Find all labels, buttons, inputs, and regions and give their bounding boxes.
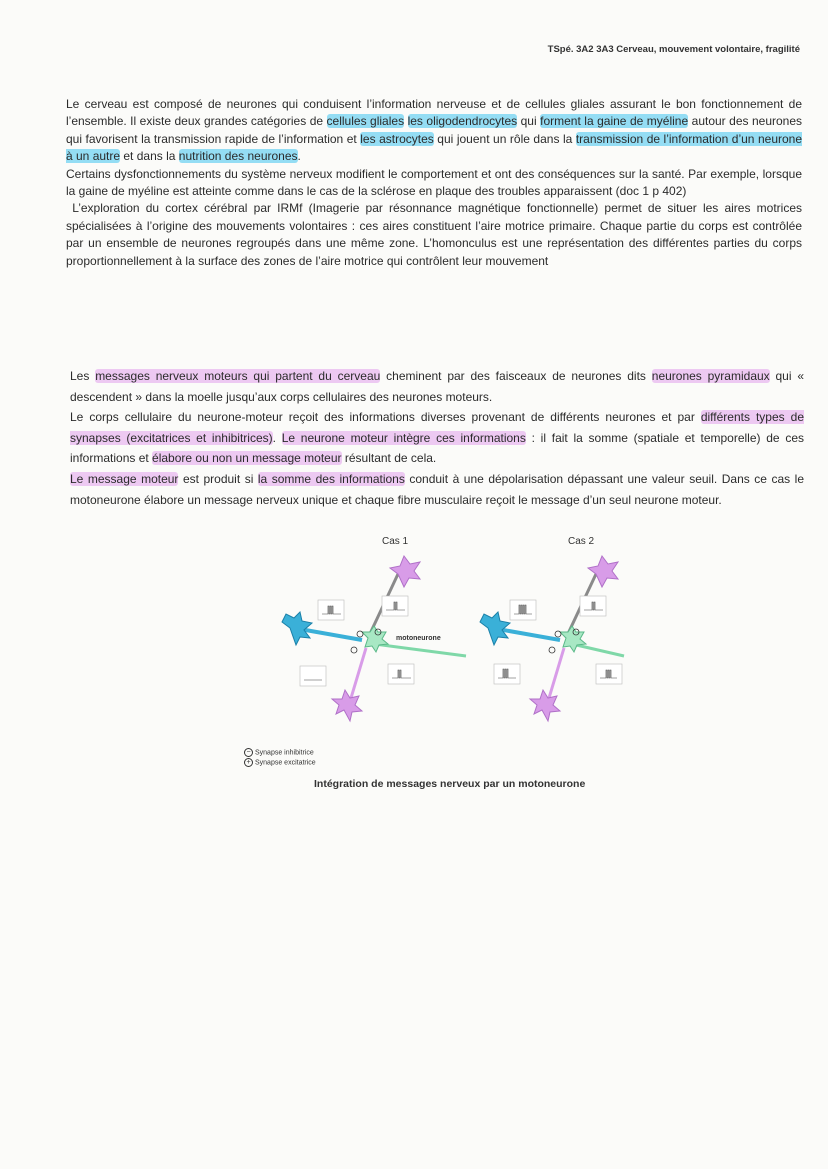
- synapse-icon: [357, 631, 363, 637]
- highlight: différents types de synapses (excitatrices et inhibitrices): [70, 410, 805, 445]
- highlight: la somme des informations: [257, 471, 405, 486]
- recording-box: [300, 666, 326, 686]
- diagram-cas-1: [282, 556, 466, 721]
- synapse-icon: [351, 647, 357, 653]
- highlight: messages nerveux moteurs qui partent du cerveau: [95, 369, 381, 383]
- minus-symbol-icon: −: [244, 748, 253, 757]
- page-header: TSpé. 3A2 3A3 Cerveau, mouvement volontaire, fragilité: [547, 44, 800, 55]
- paragraph-messages: Les messages nerveux moteurs qui partent du cerveau cheminent par des faisceaux de neurones dits neurones pyramidaux qui « descendent » dans la moelle jusqu’aux corps cellulaires des neurones moteurs. Le corps cellulaire du neurone-moteur reçoit des informations diverses provenant de différents neurones et par différents types de synapses (excitatrices et inhibitrices). Le neurone moteur intègre ces informations : il fait la somme (spatiale et temporelle) de ces informations et élabore ou non un message moteur résultant de cela. Le message moteur est produit si la somme des informations conduit à une dépolarisation dépassant une valeur seuil. Dans ce cas le motoneurone élabore un message nerveux unique et chaque fibre musculaire reçoit le message d’un seul neurone moteur.: [70, 369, 805, 507]
- highlight: cellules gliales: [326, 114, 405, 129]
- highlight: nutrition des neurones: [178, 149, 298, 164]
- legend-inhib: − Synapse inhibitrice: [244, 748, 316, 758]
- neuron-body-pink-bottom: [530, 690, 560, 721]
- label-cas-1: Cas 1: [382, 536, 409, 547]
- paragraph-cerveau: Le cerveau est composé de neurones qui conduisent l’information nerveuse et de cellules gliales assurant le bon fonctionnement de l’ensemble. Il existe deux grandes catégories de cellules gliales les oligodendrocytes qui forment la gaine de myéline autour des neurones qui favorisent la transmission rapide de l’information et les astrocytes qui jouent un rôle dans la transmission de l’information d’un neurone à un autre et dans la nutrition des neurones. Certains dysfonctionnements du système nerveux modifient le comportement et ont des conséquences sur la santé. Par exemple, lorsque la gaine de myéline est atteinte comme dans le cas de la sclérose en plaque des troubles apparaissent (doc 1 p 402) L’exploration du cortex cérébral par IRMf (Imagerie par résonnance magnétique fonctionnelle) permet de situer les aires motrices spécialisées à l’origine des mouvements volontaires : ces aires constituent l’aire motrice primaire. Chaque partie du corps est contrôlée par un ensemble de neurones regroupés dans une même zone. L’homonculus est une représentation des différentes parties du corps proportionnellement à la surface des zones de l’aire motrice qui contrôlent leur mouvement: [66, 97, 803, 268]
- highlight: neurones pyramidaux: [651, 369, 770, 383]
- highlight: transmission de l’information d’un neurone à un autre: [66, 131, 803, 164]
- figure-caption: Intégration de messages nerveux par un motoneurone: [314, 778, 586, 790]
- highlight: forment la gaine de myéline: [540, 114, 689, 129]
- synapse-icon: [549, 647, 555, 653]
- diagram-cas-2: [480, 556, 624, 721]
- highlight: les astrocytes: [360, 131, 434, 146]
- label-cas-2: Cas 2: [568, 536, 595, 547]
- axon-green: [572, 644, 624, 656]
- motoneurone-label: motoneurone: [396, 635, 441, 642]
- highlight: Le neurone moteur intègre ces informations: [281, 430, 526, 445]
- highlight: les oligodendrocytes: [407, 114, 518, 129]
- highlight: élabore ou non un message moteur: [152, 451, 342, 466]
- plus-symbol-icon: +: [244, 758, 253, 767]
- figure-legend: [244, 748, 316, 769]
- highlight: Le message moteur: [70, 471, 179, 486]
- synapse-icon: [555, 631, 561, 637]
- legend-excit: + Synapse excitatrice: [244, 758, 316, 768]
- axon-green: [374, 644, 466, 656]
- neuron-body-pink-bottom: [332, 690, 362, 721]
- motoneurone-diagram: [270, 530, 650, 730]
